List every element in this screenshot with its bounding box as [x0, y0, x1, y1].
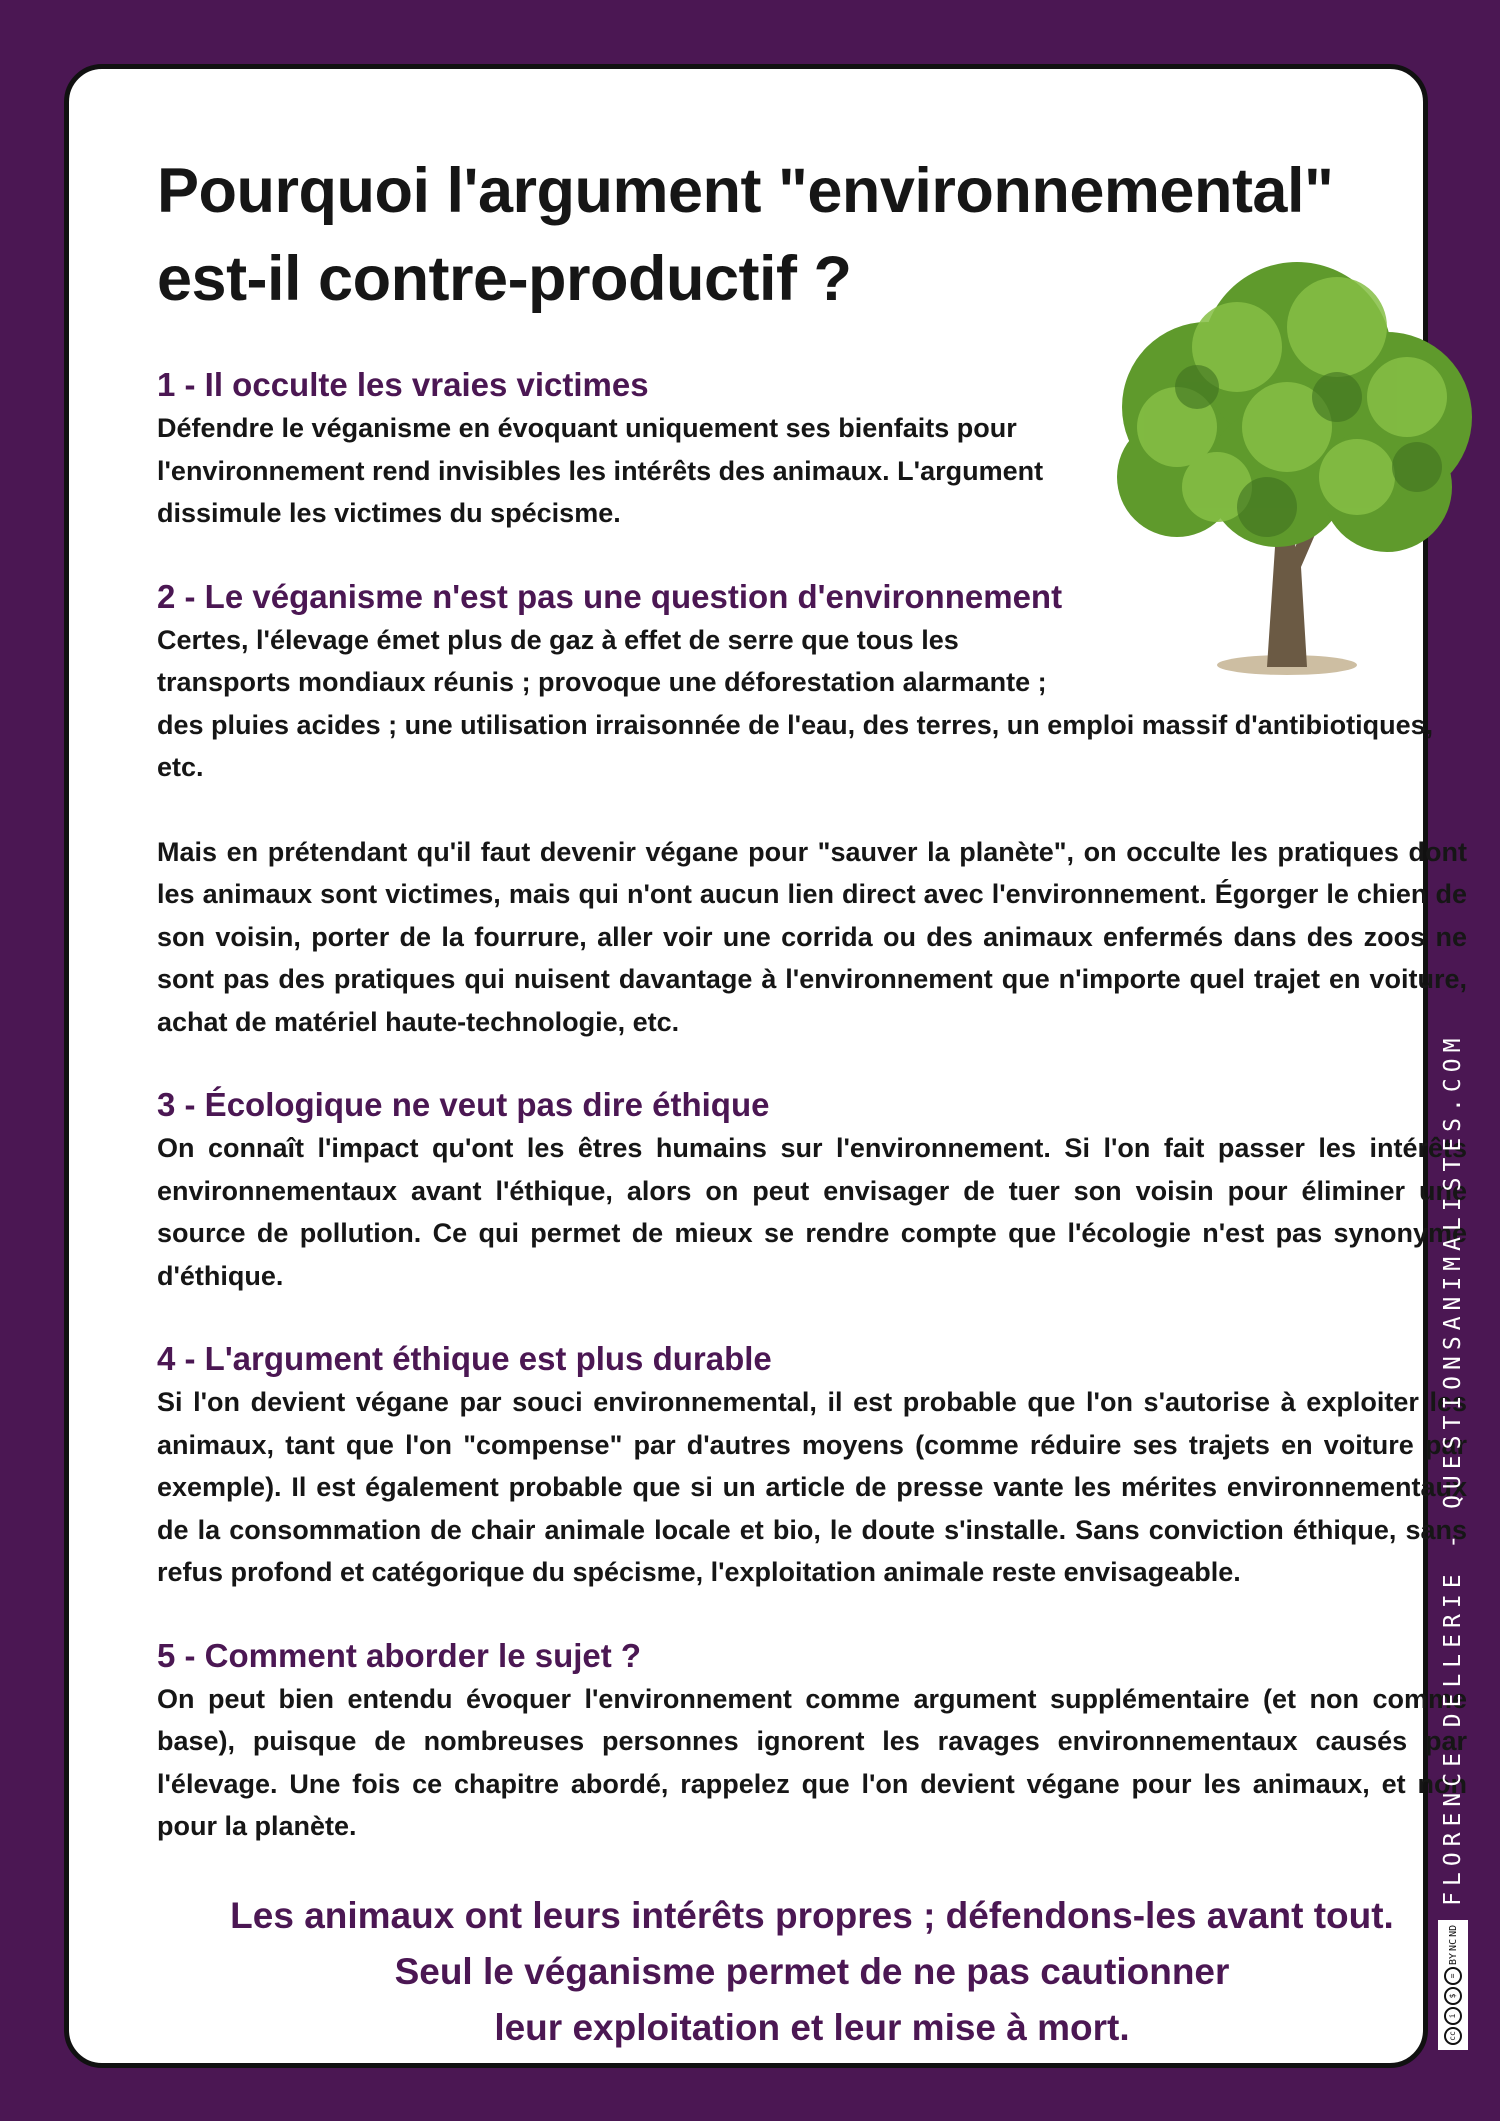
section-3: [157, 1083, 1467, 1297]
cc-license-badge: [1438, 1920, 1468, 2050]
nd-icon: =: [1444, 1967, 1462, 1985]
section-heading: 3 - Écologique ne veut pas dire éthique: [157, 1086, 770, 1123]
poster-content: [157, 147, 1467, 2056]
section-4: [157, 1337, 1467, 1594]
section-5: [157, 1634, 1467, 1848]
section-text: Mais en prétendant qu'il faut devenir végane pour "sauver la planète", on occulte les pratiques dont les animaux sont victimes, mais qui n'ont aucun lien direct avec l'environnement. Égorger le chien de son voisin, porter de la fourrure, aller voir une corrida ou des animaux enfermés dans des zoos ne sont pas des pratiques qui nuisent davantage à l'environnement que n'importe quel trajet en voiture, achat de matériel haute-technologie, etc.: [157, 836, 1467, 1037]
license-nc: NC: [1447, 1938, 1459, 1951]
closing-line-2: Seul le véganisme permet de ne pas cautionner: [394, 1950, 1230, 1992]
tree-spacer: [1082, 323, 1467, 683]
section-text: Si l'on devient végane par souci environnemental, il est probable que l'on s'autorise à exploiter les animaux, tant que l'on "compense" par d'autres moyens (comme réduire ses trajets en voiture par exemple). Il est également probable que si un article de presse vante les mérites environnementaux de la consommation de chair animale locale et bio, le doute s'installe. Sans conviction éthique, sans refus profond et catégorique du spécisme, l'exploitation animale reste envisageable.: [157, 1387, 1467, 1587]
section-text: Certes, l'élevage émet plus de gaz à effet de serre que tous les transports mondiaux réunis ; provoque une déforestation alarmante ; des pluies acides ; une utilisation irraisonnée de l'eau, des terres, un emploi massif d'antibiotiques, etc.: [157, 624, 1434, 782]
cc-icon: cc: [1444, 2027, 1462, 2045]
title-line-1: Pourquoi l'argument "environnemental": [157, 156, 1334, 226]
section-heading: 2 - Le véganisme n'est pas une question d'environnement: [157, 577, 1063, 615]
section-text: On connaît l'impact qu'ont les êtres humains sur l'environnement. Si l'on fait passer les intérêts environnementaux avant l'éthique, alors on peut envisager de tuer son voisin pour éliminer une source de pollution. Ce qui permet de mieux se rendre compte que l'écologie n'est pas synonyme d'éthique.: [157, 1133, 1467, 1291]
nc-icon: $: [1444, 1987, 1462, 2005]
section-heading: 5 - Comment aborder le sujet ?: [157, 1636, 642, 1674]
closing-line-1: Les animaux ont leurs intérêts propres ; défendons-les avant tout.: [230, 1894, 1394, 1936]
section-text: On peut bien entendu évoquer l'environnement comme argument supplémentaire (et non comme base), puisque de nombreuses personnes ignorent les ravages environnementaux causés par l'élevage. Une fois ce chapitre abordé, rappelez que l'on devient végane pour les animaux, et non pour la planète.: [157, 1683, 1467, 1841]
closing-line-3: leur exploitation et leur mise à mort.: [494, 2006, 1130, 2048]
closing-statement: [157, 1888, 1467, 2056]
section-heading: 1 - Il occulte les vraies victimes: [157, 366, 649, 403]
license-by: BY: [1447, 1952, 1459, 1965]
license-nd: ND: [1447, 1924, 1459, 1937]
title-line-2: est-il contre-productif ?: [157, 244, 852, 314]
page-title: [157, 147, 1467, 323]
by-icon: i: [1444, 2007, 1462, 2025]
section-heading: 4 - L'argument éthique est plus durable: [157, 1340, 772, 1377]
section-text: Défendre le véganisme en évoquant uniquement ses bienfaits pour l'environnement rend invisibles les intérêts des animaux. L'argument dissimule les victimes du spécisme.: [157, 413, 1044, 528]
author-website-credit: FLORENCE DELLERIE - QUESTIONSANIMALISTES.COM: [1440, 1032, 1466, 1906]
side-credit: [1438, 1033, 1468, 2050]
